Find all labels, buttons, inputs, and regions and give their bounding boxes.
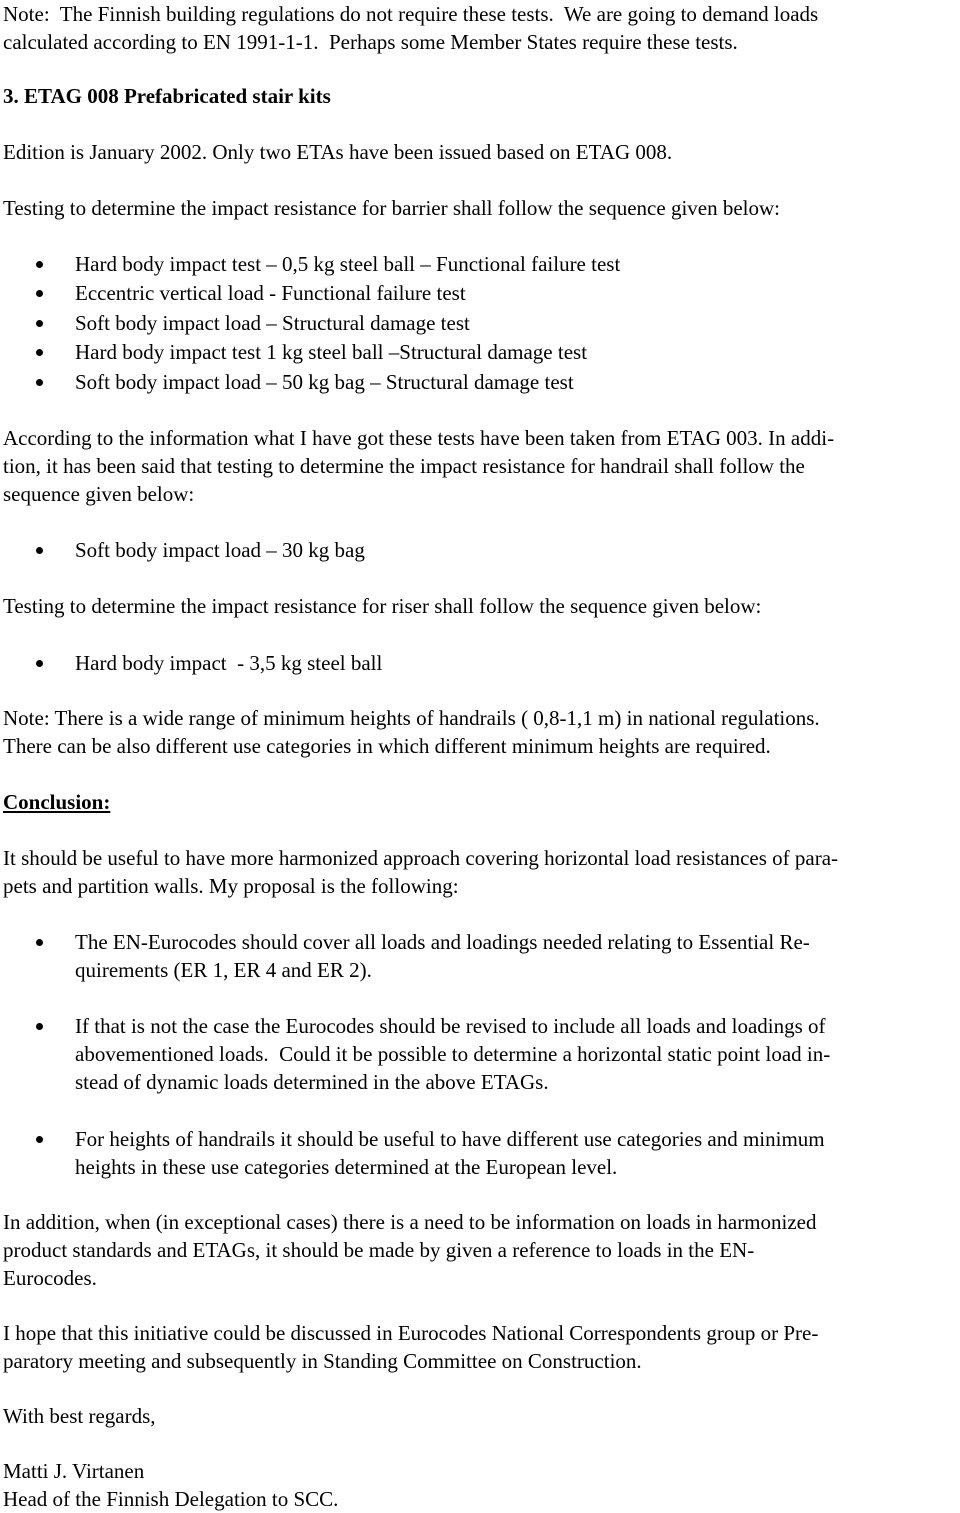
- list-item: Hard body impact test 1 kg steel ball –Structural damage test: [75, 340, 588, 364]
- text-line: It should be useful to have more harmonized approach covering horizontal load resistances of para-: [3, 846, 839, 870]
- bullet-icon: [36, 939, 43, 946]
- text-line: There can be also different use categories in which different minimum heights are required.: [3, 734, 771, 758]
- bullet-icon: [36, 320, 43, 327]
- conclusion-heading: Conclusion:: [3, 790, 111, 814]
- barrier-intro: Testing to determine the impact resistance for barrier shall follow the sequence given below:: [3, 196, 781, 220]
- bullet-icon: [36, 1136, 43, 1143]
- signature-name: Matti J. Virtanen: [3, 1459, 145, 1483]
- closing: With best regards,: [3, 1404, 156, 1428]
- bullet-icon: [36, 349, 43, 356]
- text-line: paratory meeting and subsequently in Standing Committee on Construction.: [3, 1349, 642, 1373]
- list-item-line: If that is not the case the Eurocodes should be revised to include all loads and loadings of: [75, 1014, 826, 1038]
- signature-title: Head of the Finnish Delegation to SCC.: [3, 1487, 339, 1511]
- list-item-line: The EN-Eurocodes should cover all loads and loadings needed relating to Essential Re-: [75, 930, 810, 954]
- text-line: In addition, when (in exceptional cases) there is a need to be information on loads in harmonized: [3, 1210, 817, 1234]
- list-item-line: quirements (ER 1, ER 4 and ER 2).: [75, 958, 372, 982]
- text-line: I hope that this initiative could be discussed in Eurocodes National Correspondents group or Pre-: [3, 1321, 819, 1345]
- list-item-line: For heights of handrails it should be useful to have different use categories and minimum: [75, 1127, 825, 1151]
- edition-text: Edition is January 2002. Only two ETAs have been issued based on ETAG 008.: [3, 140, 673, 164]
- list-item-line: stead of dynamic loads determined in the above ETAGs.: [75, 1070, 549, 1094]
- bullet-icon: [36, 660, 43, 667]
- list-item: Soft body impact load – 50 kg bag – Structural damage test: [75, 370, 574, 394]
- bullet-icon: [36, 547, 43, 554]
- list-item: Eccentric vertical load - Functional failure test: [75, 281, 466, 305]
- list-item: Soft body impact load – 30 kg bag: [75, 538, 365, 562]
- text-line: sequence given below:: [3, 482, 195, 506]
- text-line: Eurocodes.: [3, 1266, 97, 1290]
- bullet-icon: [36, 1023, 43, 1030]
- text-line: tion, it has been said that testing to determine the impact resistance for handrail shall follow the: [3, 454, 805, 478]
- list-item-line: heights in these use categories determined at the European level.: [75, 1155, 618, 1179]
- riser-intro: Testing to determine the impact resistance for riser shall follow the sequence given below:: [3, 594, 762, 618]
- section-heading: 3. ETAG 008 Prefabricated stair kits: [3, 84, 331, 108]
- text-line: product standards and ETAGs, it should be made by given a reference to loads in the EN-: [3, 1238, 755, 1262]
- list-item-line: abovementioned loads. Could it be possible to determine a horizontal static point load in-: [75, 1042, 831, 1066]
- list-item: Soft body impact load – Structural damage test: [75, 311, 470, 335]
- text-line: Note: There is a wide range of minimum heights of handrails ( 0,8-1,1 m) in national regulations.: [3, 706, 820, 730]
- text-line: According to the information what I have got these tests have been taken from ETAG 003. In addi-: [3, 426, 835, 450]
- bullet-icon: [36, 261, 43, 268]
- bullet-icon: [36, 290, 43, 297]
- list-item: Hard body impact test – 0,5 kg steel ball – Functional failure test: [75, 252, 621, 276]
- text-line: Note: The Finnish building regulations do not require these tests. We are going to demand loads: [3, 2, 819, 26]
- bullet-icon: [36, 379, 43, 386]
- text-line: calculated according to EN 1991-1-1. Perhaps some Member States require these tests.: [3, 30, 738, 54]
- text-line: pets and partition walls. My proposal is the following:: [3, 874, 459, 898]
- list-item: Hard body impact - 3,5 kg steel ball: [75, 651, 383, 675]
